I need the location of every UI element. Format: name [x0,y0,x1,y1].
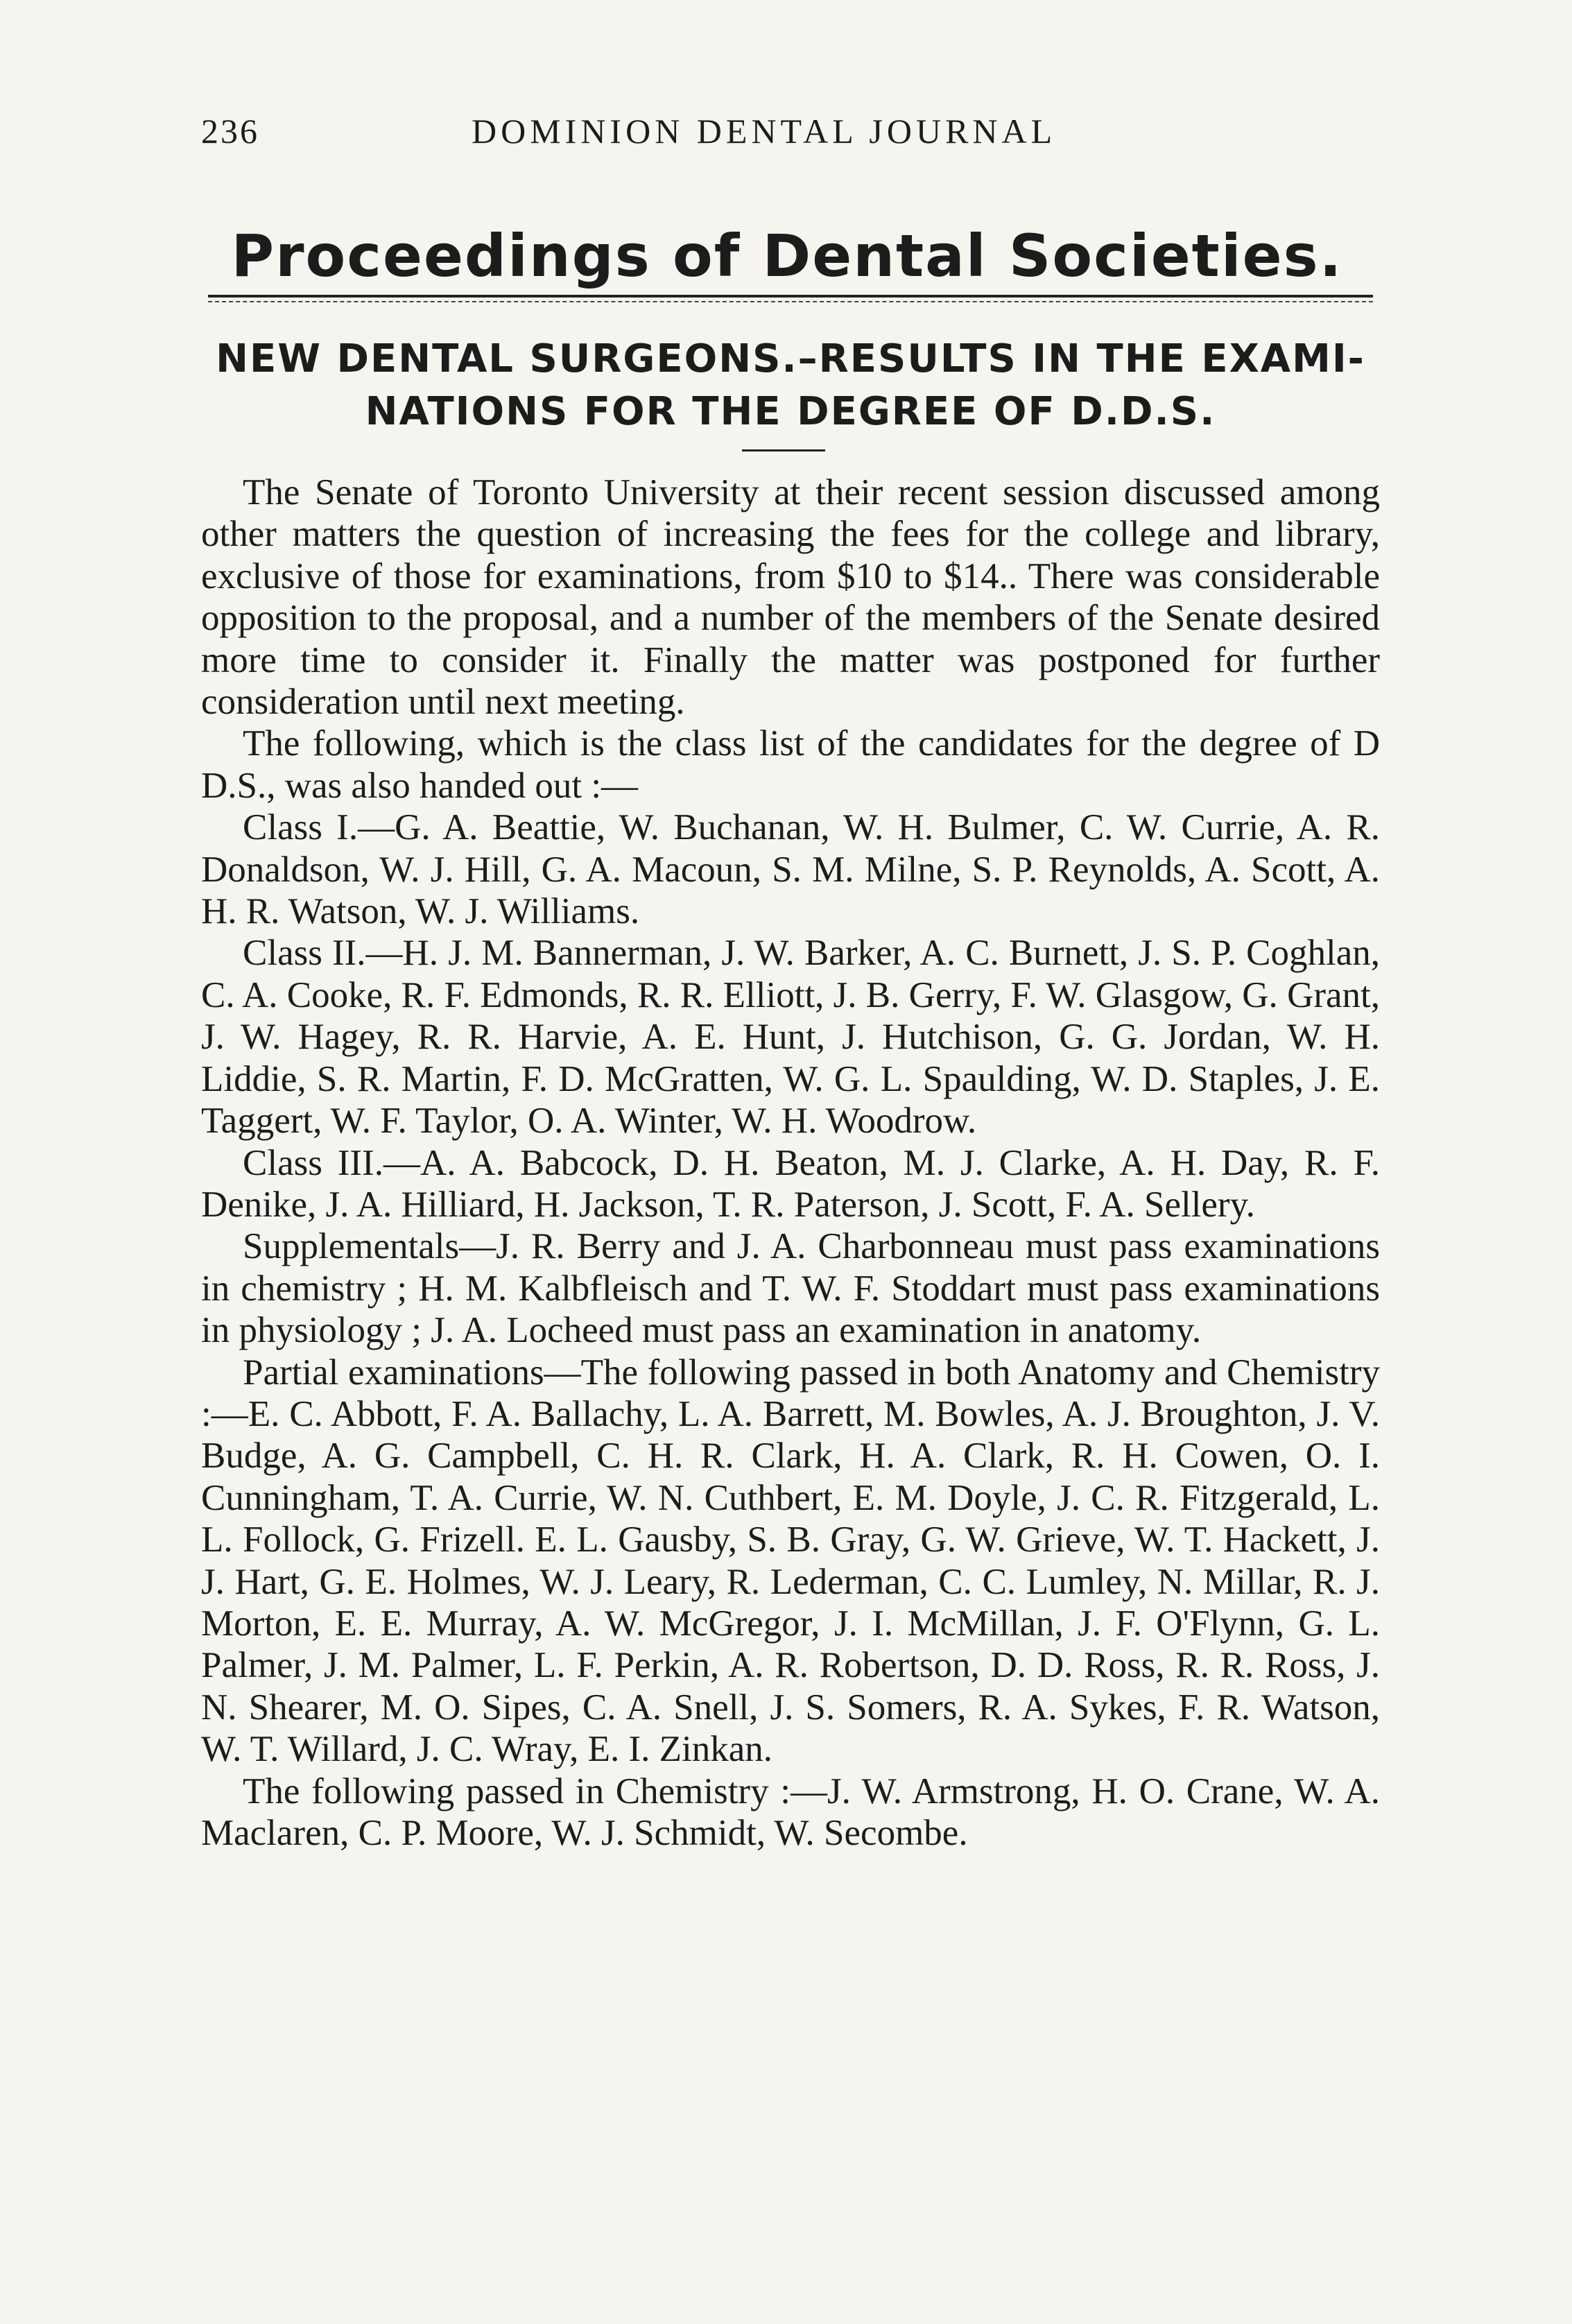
paragraph-partial-examinations: Partial examinations—The following passed in both Anatomy and Chemistry :—E. C. Abbott, F. A. Ballachy, L. A. Barrett, M. Bowles, A. J. Broughton, J. V. Budge, A. G. Campbell, C. H. R. Clark, H. A. Clark, R. H. Cowen, O. I. Cunningham, T. A. Currie, W. N. Cuthbert, E. M. Doyle, J. C. R. Fitzgerald, L. L. Follock, G. Frizell. E. L. Gausby, S. B. Gray, G. W. Grieve, W. T. Hackett, J. J. Hart, G. E. Holmes, W. J. Leary, R. Lederman, C. C. Lumley, N. Millar, R. J. Morton, E. E. Murray, A. W. McGregor, J. I. McMillan, J. F. O'Flynn, G. L. Palmer, J. M. Palmer, L. F. Perkin, A. R. Robertson, D. D. Ross, R. R. Ross, J. N. Shearer, M. O. Sipes, C. A. Snell, J. S. Somers, R. A. Sykes, F. R. Watson, W. T. Willard, J. C. Wray, E. I. Zinkan. [201,1352,1380,1770]
page-number: 236 [201,112,259,150]
article-title-line-1: NEW DENTAL SURGEONS.–RESULTS IN THE EXAMI- [216,336,1365,381]
title-rule [742,449,825,451]
section-heading: Proceedings of Dental Societies. [231,222,1343,290]
paragraph-supplementals: Supplementals—J. R. Berry and J. A. Charbonneau must pass examinations in chemistry ; H. M. Kalbfleisch and T. W. F. Stoddart must pass examinations in physiology ; J. A. Locheed must pass an examination in anatomy. [201,1226,1380,1351]
article-body [201,472,1380,1854]
paragraph-class-2: Class II.—H. J. M. Bannerman, J. W. Barker, A. C. Burnett, J. S. P. Coghlan, C. A. Cooke, R. F. Edmonds, R. R. Elliott, J. B. Gerry, F. W. Glasgow, G. Grant, J. W. Hagey, R. R. Harvie, A. E. Hunt, J. Hutchison, G. G. Jordan, W. H. Liddie, S. R. Martin, F. D. McGratten, W. G. L. Spaulding, W. D. Staples, J. E. Taggert, W. F. Taylor, O. A. Winter, W. H. Woodrow. [201,933,1380,1142]
paragraph-chemistry: The following passed in Chemistry :—J. W. Armstrong, H. O. Crane, W. A. Maclaren, C. P. Moore, W. J. Schmidt, W. Secombe. [201,1771,1380,1853]
journal-title: DOMINION DENTAL JOURNAL [472,112,1057,150]
paragraph-class-1: Class I.—G. A. Beattie, W. Buchanan, W. H. Bulmer, C. W. Currie, A. R. Donaldson, W. J. Hill, G. A. Macoun, S. M. Milne, S. P. Reynolds, A. Scott, A. H. R. Watson, W. J. Williams. [201,807,1380,932]
heading-rule-dashed [208,301,1373,302]
paragraph-senate: The Senate of Toronto University at their recent session discussed among other matters the question of increasing the fees for the college and library, exclusive of those for examinations, from $10 to $14.. There was considerable opposition to the proposal, and a number of the members of the Senate desired more time to consider it. Finally the matter was postponed for further consideration until next meeting. [201,472,1380,723]
paragraph-class-3: Class III.—A. A. Babcock, D. H. Beaton, M. J. Clarke, A. H. Day, R. F. Denike, J. A. Hilliard, H. Jackson, T. R. Paterson, J. Scott, F. A. Sellery. [201,1142,1380,1225]
heading-rule [208,295,1373,298]
running-head [201,104,1373,153]
article-title [201,333,1380,438]
article-title-line-2: NATIONS FOR THE DEGREE OF D.D.S. [365,389,1216,434]
paragraph-class-list-intro: The following, which is the class list of the candidates for the degree of D D.S., was also handed out :— [201,723,1380,806]
